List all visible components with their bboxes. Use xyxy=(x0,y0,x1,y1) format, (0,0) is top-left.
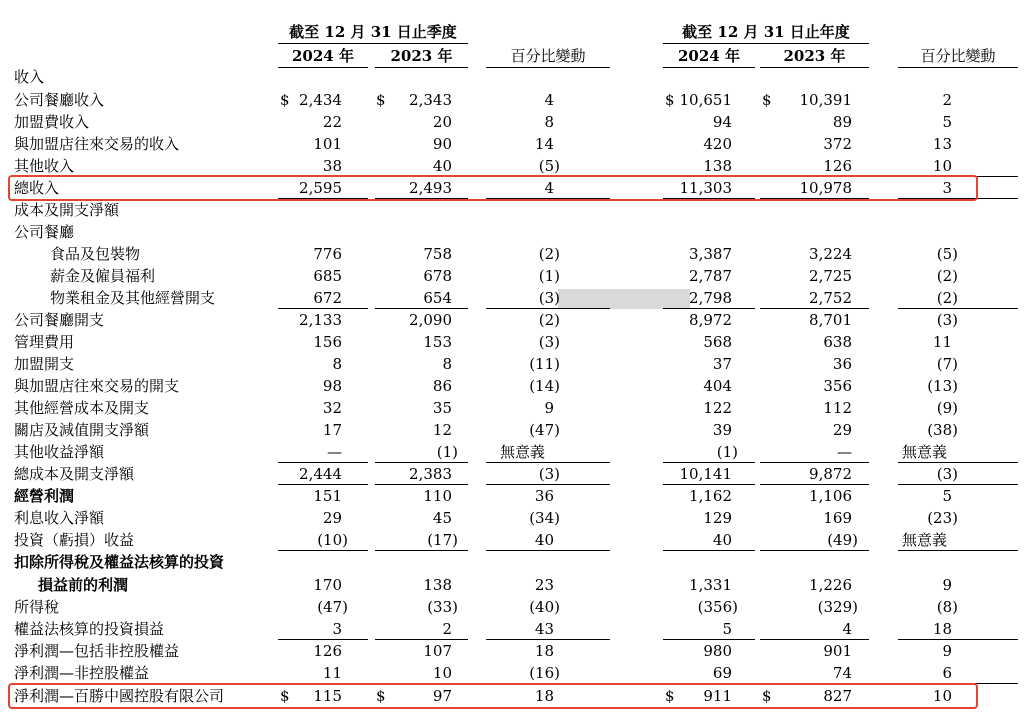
value-cell: 827 xyxy=(823,687,852,705)
statement-row xyxy=(0,485,1024,507)
value-cell: 678 xyxy=(423,267,452,285)
percent-change-cell: (23) xyxy=(927,509,958,527)
header-q-2024: 2024 年 xyxy=(292,47,354,65)
row-label: 成本及開支淨額 xyxy=(14,201,120,219)
highlight-box xyxy=(8,683,978,709)
value-cell: 129 xyxy=(703,509,732,527)
value-cell: 151 xyxy=(313,487,342,505)
percent-change-cell: (2) xyxy=(936,267,958,285)
currency-symbol: $ xyxy=(280,91,290,109)
percent-change-cell: 6 xyxy=(942,664,952,682)
value-cell: 37 xyxy=(712,355,732,373)
percent-change-cell: 4 xyxy=(544,179,554,197)
value-cell: 420 xyxy=(703,135,732,153)
percent-change-cell: (9) xyxy=(936,399,958,417)
value-cell: 107 xyxy=(423,642,452,660)
percent-change-cell: 36 xyxy=(534,487,554,505)
row-label: 加盟開支 xyxy=(14,355,75,373)
statement-row xyxy=(0,375,1024,397)
header-q-pct: 百分比變動 xyxy=(510,47,586,65)
value-cell: 94 xyxy=(712,113,732,131)
value-cell: 3,387 xyxy=(689,245,732,263)
quarter-header-rule xyxy=(278,43,468,44)
row-label: 管理費用 xyxy=(14,333,75,351)
statement-row xyxy=(0,662,1024,684)
percent-change-cell: 3 xyxy=(942,179,952,197)
statement-row xyxy=(0,287,1024,309)
value-cell: 2,090 xyxy=(409,311,452,329)
row-label: 損益前的利潤 xyxy=(38,576,129,594)
percent-change-cell: 9 xyxy=(544,399,554,417)
value-cell: 40 xyxy=(712,531,732,549)
percent-change-cell: (3) xyxy=(538,289,560,307)
value-cell: — xyxy=(837,443,852,461)
percent-change-cell: (5) xyxy=(936,245,958,263)
percent-change-cell: 無意義 xyxy=(902,443,948,461)
value-cell: 45 xyxy=(432,509,452,527)
percent-change-cell: (1) xyxy=(538,267,560,285)
value-cell: 110 xyxy=(423,487,452,505)
percent-change-cell: 14 xyxy=(534,135,554,153)
percent-change-cell: 13 xyxy=(932,135,952,153)
value-cell: 3,224 xyxy=(809,245,852,263)
header-q-2023: 2023 年 xyxy=(390,47,453,65)
value-cell: 568 xyxy=(703,333,732,351)
percent-change-cell: 4 xyxy=(544,91,554,109)
row-label: 所得稅 xyxy=(14,598,60,616)
value-cell: (17) xyxy=(427,531,458,549)
percent-change-cell: (16) xyxy=(529,664,560,682)
percent-change-cell: (8) xyxy=(936,598,958,616)
statement-row xyxy=(0,463,1024,485)
quarter-period-header: 截至 12 月 31 日止季度 xyxy=(289,23,457,41)
percent-change-cell: (40) xyxy=(529,598,560,616)
statement-row xyxy=(0,574,1024,596)
value-cell: 638 xyxy=(823,333,852,351)
row-label: 其他收入 xyxy=(14,157,75,175)
percent-change-cell: (7) xyxy=(936,355,958,373)
value-cell: 20 xyxy=(432,113,452,131)
percent-change-cell: 2 xyxy=(942,91,952,109)
percent-change-cell: (3) xyxy=(538,465,560,483)
value-cell: 2,383 xyxy=(409,465,452,483)
statement-row xyxy=(0,155,1024,177)
value-cell: 32 xyxy=(322,399,342,417)
value-cell: 138 xyxy=(703,157,732,175)
value-cell: 22 xyxy=(322,113,342,131)
row-label: 投資（虧損）收益 xyxy=(14,531,135,549)
value-cell: 5 xyxy=(722,620,732,638)
currency-symbol: $ xyxy=(762,91,772,109)
value-cell: 10,978 xyxy=(799,179,852,197)
value-cell: 2,434 xyxy=(299,91,342,109)
statement-row xyxy=(0,419,1024,441)
value-cell: 8,701 xyxy=(809,311,852,329)
percent-change-cell: (3) xyxy=(936,311,958,329)
percent-change-cell: 9 xyxy=(942,576,952,594)
row-label: 利息收入淨額 xyxy=(14,509,105,527)
value-cell: 115 xyxy=(313,687,342,705)
value-cell: 8 xyxy=(442,355,452,373)
header-y-pct: 百分比變動 xyxy=(920,47,996,65)
value-cell: 10 xyxy=(432,664,452,682)
value-cell: 29 xyxy=(832,421,852,439)
value-cell: (47) xyxy=(317,598,348,616)
value-cell: 138 xyxy=(423,576,452,594)
value-cell: 35 xyxy=(432,399,452,417)
percent-change-cell: 43 xyxy=(534,620,554,638)
row-label: 權益法核算的投資損益 xyxy=(14,620,165,638)
percent-change-cell: (11) xyxy=(529,355,560,373)
currency-symbol: $ xyxy=(665,687,675,705)
row-label: 食品及包裝物 xyxy=(50,245,141,263)
value-cell: 69 xyxy=(712,664,732,682)
row-label: 公司餐廳 xyxy=(14,223,75,241)
value-cell: 38 xyxy=(322,157,342,175)
statement-row xyxy=(0,596,1024,618)
value-cell: 2,725 xyxy=(809,267,852,285)
row-label: 與加盟店往來交易的開支 xyxy=(14,377,180,395)
value-cell: 2,133 xyxy=(299,311,342,329)
value-cell: 39 xyxy=(712,421,732,439)
value-cell: (356) xyxy=(697,598,738,616)
value-cell: 112 xyxy=(823,399,852,417)
currency-symbol: $ xyxy=(280,687,290,705)
row-label: 淨利潤—包括非控股權益 xyxy=(14,642,180,660)
value-cell: 4 xyxy=(842,620,852,638)
value-cell: — xyxy=(327,443,342,461)
statement-row xyxy=(0,66,1024,88)
percent-change-cell: 10 xyxy=(932,157,952,175)
value-cell: 1,331 xyxy=(689,576,732,594)
value-cell: 169 xyxy=(823,509,852,527)
value-cell: 10,391 xyxy=(799,91,852,109)
percent-change-cell: 5 xyxy=(942,113,952,131)
percent-change-cell: (38) xyxy=(927,421,958,439)
value-cell: 404 xyxy=(703,377,732,395)
row-label: 其他收益淨額 xyxy=(14,443,105,461)
currency-symbol: $ xyxy=(762,687,772,705)
percent-change-cell: 18 xyxy=(932,620,952,638)
statement-row xyxy=(0,529,1024,551)
percent-change-cell: (2) xyxy=(936,289,958,307)
row-label: 總成本及開支淨額 xyxy=(14,465,135,483)
percent-change-cell: 40 xyxy=(534,531,554,549)
value-cell: 980 xyxy=(703,642,732,660)
value-cell: 89 xyxy=(832,113,852,131)
value-cell: 2,752 xyxy=(809,289,852,307)
value-cell: 8,972 xyxy=(689,311,732,329)
value-cell: 12 xyxy=(432,421,452,439)
value-cell: 901 xyxy=(823,642,852,660)
row-label: 淨利潤—非控股權益 xyxy=(14,664,150,682)
percent-change-cell: 8 xyxy=(544,113,554,131)
percent-change-cell: 10 xyxy=(932,687,952,705)
row-label: 加盟費收入 xyxy=(14,113,90,131)
percent-change-cell: (3) xyxy=(936,465,958,483)
statement-row xyxy=(0,309,1024,331)
value-cell: (1) xyxy=(716,443,738,461)
value-cell: 10,651 xyxy=(679,91,732,109)
value-cell: 98 xyxy=(322,377,342,395)
statement-row xyxy=(0,243,1024,265)
value-cell: (33) xyxy=(427,598,458,616)
percent-change-cell: 23 xyxy=(534,576,554,594)
percent-change-cell: 18 xyxy=(534,642,554,660)
statement-row xyxy=(0,397,1024,419)
value-cell: (10) xyxy=(317,531,348,549)
percent-change-cell: (3) xyxy=(538,333,560,351)
row-label: 關店及減值開支淨額 xyxy=(14,421,150,439)
value-cell: 654 xyxy=(423,289,452,307)
percent-change-cell: 無意義 xyxy=(500,443,546,461)
year-header-rule xyxy=(663,43,869,44)
statement-row xyxy=(0,111,1024,133)
value-cell: 758 xyxy=(423,245,452,263)
value-cell: 90 xyxy=(432,135,452,153)
percent-change-cell: 11 xyxy=(932,333,952,351)
value-cell: 8 xyxy=(332,355,342,373)
value-cell: 2,343 xyxy=(409,91,452,109)
header-y-2024: 2024 年 xyxy=(678,47,740,65)
value-cell: 1,162 xyxy=(689,487,732,505)
statement-row xyxy=(0,507,1024,529)
value-cell: 2,798 xyxy=(689,289,732,307)
value-cell: 153 xyxy=(423,333,452,351)
currency-symbol: $ xyxy=(376,687,386,705)
percent-change-cell: (2) xyxy=(538,245,560,263)
row-label: 總收入 xyxy=(14,179,60,197)
value-cell: 10,141 xyxy=(679,465,732,483)
value-cell: (49) xyxy=(827,531,858,549)
statement-row xyxy=(0,353,1024,375)
value-cell: 17 xyxy=(322,421,342,439)
statement-row xyxy=(0,89,1024,111)
percent-change-cell: (5) xyxy=(538,157,560,175)
value-cell: 356 xyxy=(823,377,852,395)
row-label: 扣除所得稅及權益法核算的投資 xyxy=(14,553,225,571)
percent-change-cell: (34) xyxy=(529,509,560,527)
statement-row xyxy=(0,133,1024,155)
statement-row xyxy=(0,551,1024,573)
row-label: 其他經營成本及開支 xyxy=(14,399,150,417)
value-cell: 911 xyxy=(703,687,732,705)
percent-change-cell: 無意義 xyxy=(902,531,948,549)
statement-row xyxy=(0,199,1024,221)
value-cell: 672 xyxy=(313,289,342,307)
percent-change-cell: 18 xyxy=(534,687,554,705)
value-cell: 36 xyxy=(832,355,852,373)
value-cell: 74 xyxy=(832,664,852,682)
value-cell: 2,595 xyxy=(299,179,342,197)
value-cell: 122 xyxy=(703,399,732,417)
value-cell: 9,872 xyxy=(809,465,852,483)
row-label: 公司餐廳收入 xyxy=(14,91,105,109)
value-cell: 3 xyxy=(332,620,342,638)
header-y-2023: 2023 年 xyxy=(783,47,846,65)
percent-change-cell: (14) xyxy=(529,377,560,395)
statement-row xyxy=(0,221,1024,243)
statement-row xyxy=(0,618,1024,640)
value-cell: (329) xyxy=(817,598,858,616)
value-cell: 86 xyxy=(432,377,452,395)
value-cell: 2,493 xyxy=(409,179,452,197)
year-period-header: 截至 12 月 31 日止年度 xyxy=(682,23,850,41)
percent-change-cell: (13) xyxy=(927,377,958,395)
value-cell: 2,787 xyxy=(689,267,732,285)
row-label: 物業租金及其他經營開支 xyxy=(50,289,216,307)
statement-row xyxy=(0,640,1024,662)
percent-change-cell: (2) xyxy=(538,311,560,329)
highlight-box xyxy=(8,175,978,201)
value-cell: 685 xyxy=(313,267,342,285)
value-cell: 126 xyxy=(313,642,342,660)
value-cell: 126 xyxy=(823,157,852,175)
percent-change-cell: (47) xyxy=(529,421,560,439)
currency-symbol: $ xyxy=(376,91,386,109)
row-label: 經營利潤 xyxy=(14,487,75,505)
percent-change-cell: 9 xyxy=(942,642,952,660)
value-cell: 2,444 xyxy=(299,465,342,483)
percent-change-cell: 5 xyxy=(942,487,952,505)
statement-row xyxy=(0,441,1024,463)
value-cell: 40 xyxy=(432,157,452,175)
currency-symbol: $ xyxy=(665,91,675,109)
value-cell: (1) xyxy=(436,443,458,461)
row-label: 淨利潤—百勝中國控股有限公司 xyxy=(14,687,225,705)
statement-row xyxy=(0,331,1024,353)
value-cell: 1,226 xyxy=(809,576,852,594)
row-label: 薪金及僱員福利 xyxy=(50,267,156,285)
value-cell: 156 xyxy=(313,333,342,351)
value-cell: 97 xyxy=(432,687,452,705)
statement-row xyxy=(0,265,1024,287)
row-label: 與加盟店往來交易的收入 xyxy=(14,135,180,153)
value-cell: 1,106 xyxy=(809,487,852,505)
value-cell: 776 xyxy=(313,245,342,263)
value-cell: 170 xyxy=(313,576,342,594)
value-cell: 11 xyxy=(322,664,342,682)
value-cell: 101 xyxy=(313,135,342,153)
value-cell: 11,303 xyxy=(679,179,732,197)
row-label: 公司餐廳開支 xyxy=(14,311,105,329)
value-cell: 2 xyxy=(442,620,452,638)
row-label: 收入 xyxy=(14,68,45,86)
value-cell: 29 xyxy=(322,509,342,527)
value-cell: 372 xyxy=(823,135,852,153)
